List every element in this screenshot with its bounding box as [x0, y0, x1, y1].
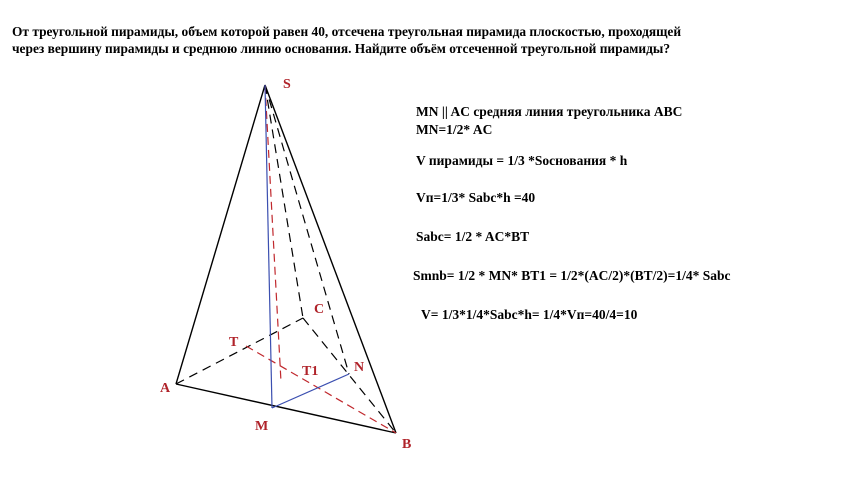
label-T: T [229, 335, 239, 350]
blue-line-MN [272, 374, 349, 408]
label-T1: T1 [302, 364, 319, 379]
label-A: A [160, 381, 171, 396]
solution-line-5: Sabc= 1/2 * AC*BT [416, 229, 530, 244]
edge-AC [176, 318, 303, 384]
solution-line-3: V пирамиды = 1/3 *Sоснования * h [416, 153, 628, 168]
label-M: M [255, 419, 269, 434]
label-N: N [354, 360, 365, 375]
red-line-BT [246, 346, 396, 433]
edge-SB [265, 85, 396, 433]
label-S: S [283, 77, 291, 92]
label-C: C [314, 302, 325, 317]
problem-line-2: через вершину пирамиды и среднюю линию основания. Найдите объём отсеченной треугольной пирамиды? [12, 41, 671, 56]
edge-SA [176, 85, 265, 384]
label-B: B [402, 437, 412, 452]
solution-line-6: Smnb= 1/2 * MN* BT1 = 1/2*(AC/2)*(BT/2)=1/4* Sabc [413, 268, 731, 283]
solution-line-4: Vп=1/3* Sabc*h =40 [416, 190, 536, 205]
edge-SC [265, 85, 303, 318]
solution-line-2: MN=1/2* AC [416, 122, 493, 137]
edge-SN [265, 85, 349, 374]
problem-line-1: От треугольной пирамиды, объем которой равен 40, отсечена треугольная пирамида плоскостью, проходящей [12, 24, 682, 39]
solution-line-1: MN || AC средняя линия треугольника ABC [416, 104, 683, 119]
red-line-ST1 [265, 85, 281, 382]
solution-line-7: V= 1/3*1/4*Sabc*h= 1/4*Vп=40/4=10 [421, 307, 638, 322]
